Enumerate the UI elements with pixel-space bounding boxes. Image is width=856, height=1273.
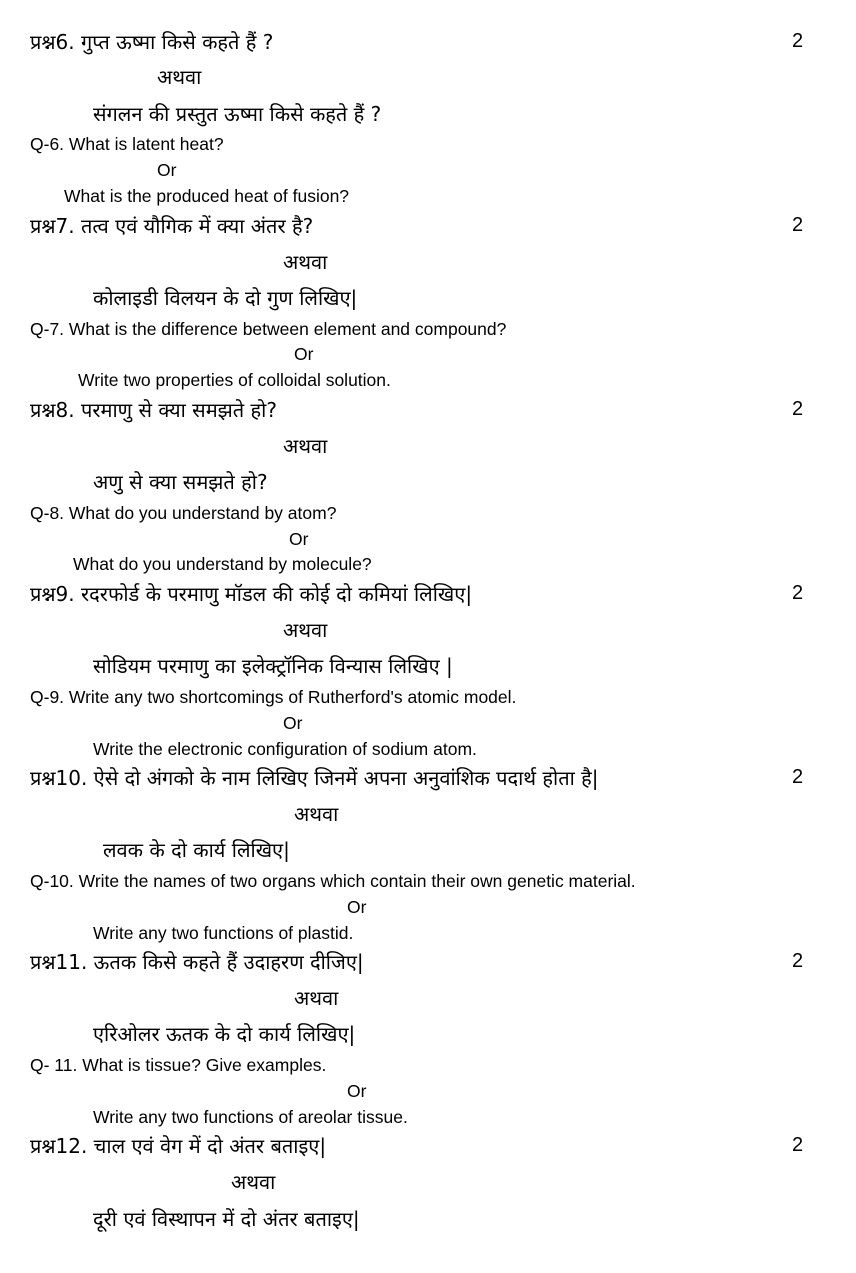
question-6-hindi-or: अथवा	[157, 65, 202, 89]
question-10-hindi: प्रश्न10. ऐसे दो अंगको के नाम लिखिए जिनमें अपना अनुवांशिक पदार्थ होता है|	[30, 766, 599, 790]
question-8-english-or: Or	[289, 529, 309, 549]
question-8-hindi-alternative: अणु से क्या समझते हो?	[93, 470, 268, 494]
question-11-marks: 2	[792, 950, 804, 972]
question-6-hindi-alternative: संगलन की प्रस्तुत ऊष्मा किसे कहते हैं ?	[93, 102, 382, 126]
question-10-marks: 2	[792, 766, 804, 788]
question-12-hindi-alternative: दूरी एवं विस्थापन में दो अंतर बताइए|	[93, 1207, 360, 1231]
question-11-hindi-or: अथवा	[294, 986, 339, 1010]
question-9-english-alternative: Write the electronic configuration of sodium atom.	[93, 739, 477, 759]
question-8-hindi-or: अथवा	[283, 434, 328, 458]
question-10-english-or: Or	[347, 897, 367, 917]
question-9-english: Q-9. Write any two shortcomings of Rutherford's atomic model.	[30, 687, 517, 707]
question-7-hindi-alternative: कोलाइडी विलयन के दो गुण लिखिए|	[93, 286, 358, 310]
question-7-marks: 2	[792, 214, 804, 236]
question-10-english: Q-10. Write the names of two organs which contain their own genetic material.	[30, 871, 636, 891]
question-7-english: Q-7. What is the difference between element and compound?	[30, 319, 507, 339]
question-8-english-alternative: What do you understand by molecule?	[73, 554, 372, 574]
question-10-hindi-alternative: लवक के दो कार्य लिखिए|	[103, 838, 290, 862]
question-11-hindi-alternative: एरिओलर ऊतक के दो कार्य लिखिए|	[93, 1022, 356, 1046]
question-11-english-alternative: Write any two functions of areolar tissue.	[93, 1107, 408, 1127]
question-11-english: Q- 11. What is tissue? Give examples.	[30, 1055, 327, 1075]
question-6-hindi: प्रश्न6. गुप्त ऊष्मा किसे कहते हैं ?	[30, 30, 274, 54]
question-6-english-alternative: What is the produced heat of fusion?	[64, 186, 350, 206]
question-8-english: Q-8. What do you understand by atom?	[30, 503, 337, 523]
question-7-english-alternative: Write two properties of colloidal solution.	[78, 370, 391, 390]
question-9-hindi-or: अथवा	[283, 618, 328, 642]
question-9-marks: 2	[792, 582, 804, 604]
question-12-hindi: प्रश्न12. चाल एवं वेग में दो अंतर बताइए|	[30, 1134, 327, 1158]
question-10-english-alternative: Write any two functions of plastid.	[93, 923, 354, 943]
question-7-english-or: Or	[294, 344, 314, 364]
question-9-hindi: प्रश्न9. रदरफोर्ड के परमाणु मॉडल की कोई दो कमियां लिखिए|	[30, 582, 473, 606]
question-11-hindi: प्रश्न11. ऊतक किसे कहते हैं उदाहरण दीजिए|	[30, 950, 364, 974]
question-9-hindi-alternative: सोडियम परमाणु का इलेक्ट्रॉनिक विन्यास लिखिए |	[93, 654, 453, 678]
question-12-marks: 2	[792, 1134, 804, 1156]
question-12-hindi-or: अथवा	[231, 1170, 276, 1194]
question-10-hindi-or: अथवा	[294, 802, 339, 826]
question-6-english: Q-6. What is latent heat?	[30, 134, 224, 154]
question-8-marks: 2	[792, 398, 804, 420]
question-6-english-or: Or	[157, 160, 177, 180]
question-7-hindi: प्रश्न7. तत्व एवं यौगिक में क्या अंतर है?	[30, 214, 314, 238]
question-6-marks: 2	[792, 30, 804, 52]
question-8-hindi: प्रश्न8. परमाणु से क्या समझते हो?	[30, 398, 277, 422]
question-9-english-or: Or	[283, 713, 303, 733]
question-7-hindi-or: अथवा	[283, 250, 328, 274]
question-11-english-or: Or	[347, 1081, 367, 1101]
